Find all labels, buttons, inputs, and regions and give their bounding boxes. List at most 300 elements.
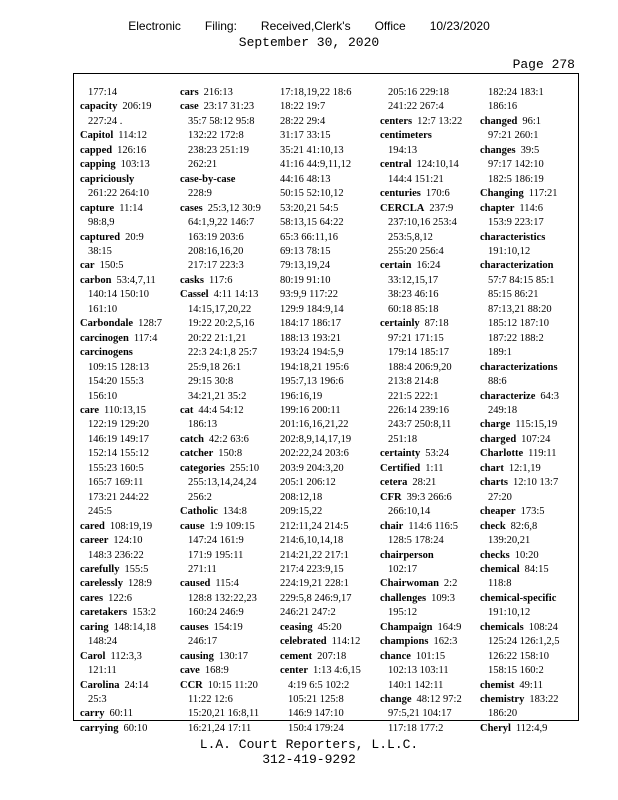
index-line [280,404,370,418]
page-line-refs: 217:17 223:3 [188,260,244,272]
index-line [480,418,570,432]
page-line-refs: 152:14 155:12 [88,448,149,460]
index-term: catch [180,433,204,445]
index-line [180,404,270,418]
page-line-refs: 177:14 [88,87,118,98]
index-line [380,216,470,230]
index-line [380,447,470,461]
page-line-refs: 186:13 [188,419,218,431]
index-line [480,144,570,158]
page-line-refs: 201:16,16,21,22 [280,419,349,431]
index-term: Carbondale [80,318,134,330]
index-line [280,722,370,736]
index-line [80,288,170,302]
page-line-refs: 251:18 [388,433,418,445]
index-term: cheaper [480,506,516,518]
index-term: cetera [380,477,408,489]
index-line [180,274,270,288]
page-line-refs: 115:4 [215,578,239,590]
index-line [80,231,170,245]
page-line-refs: 213:8 214:8 [388,376,439,388]
page-line-refs: 130:17 [218,650,249,662]
page-line-refs: 41:16 44:9,11,12 [280,159,352,171]
index-column-5 [480,86,570,736]
page-line-refs: 88:6 [488,376,507,388]
page-line-refs: 199:16 200:11 [280,404,341,416]
index-term: challenges [380,592,427,604]
index-line [380,129,470,143]
page-line-refs: 183:22 [529,694,559,706]
page-line-refs: 97:21 171:15 [388,332,444,344]
page-line-refs: 114:6 [519,202,543,214]
page-line-refs: 82:6,8 [510,520,538,532]
index-term: capacity [80,101,118,113]
index-line [380,404,470,418]
index-term: caused [180,578,211,590]
index-line [80,491,170,505]
page-line-refs: 216:13 [203,87,233,98]
index-line [480,491,570,505]
page-line-refs: 182:5 186:19 [488,173,544,185]
index-term: Changing [480,188,524,200]
page-line-refs: 261:22 264:10 [88,188,149,200]
page-line-refs: 114:12 [118,130,148,142]
index-line [280,664,370,678]
index-term: center [280,665,308,677]
index-line [80,693,170,707]
index-line [180,621,270,635]
index-line [180,462,270,476]
index-line [380,549,470,563]
page-line-refs: 214:6,10,14,18 [280,535,344,547]
page-line-refs: 98:8,9 [88,217,115,229]
index-term: capture [80,202,115,214]
index-line [180,722,270,736]
page-line-refs: 115:15,19 [515,419,558,431]
index-line [380,563,470,577]
index-line [180,100,270,114]
page-line-refs: 117:4 [133,332,158,344]
page-line-refs: 195:7,13 196:6 [280,376,344,388]
page-line-refs: 15:20,21 16:8,11 [188,708,260,720]
page-line-refs: 187:22 188:2 [488,332,544,344]
page-line-refs: 112:4,9 [515,722,548,734]
index-line [180,693,270,707]
page-line-refs: 191:10,12 [488,607,531,619]
index-line [380,606,470,620]
page-line-refs: 124:10 [113,535,143,547]
index-term: Certified [380,462,421,474]
index-term: certainty [380,448,421,460]
page-line-refs: 158:15 160:2 [488,665,544,677]
page-line-refs: 154:20 155:3 [88,376,144,388]
page-line-refs: 60:10 [123,722,148,734]
index-term: chemistry [480,694,525,706]
page-line-refs: 188:4 206:9,20 [388,361,452,373]
page-line-refs: 117:21 [528,188,558,200]
index-line [480,158,570,172]
index-line [280,433,370,447]
filing-stamp-part: Electronic [128,19,181,33]
index-term: causes [180,621,209,633]
page-line-refs: 229:5,8 246:9,17 [280,592,352,604]
page-line-refs: 87:13,21 88:20 [488,303,552,315]
index-frame [73,73,579,734]
index-line [280,187,370,201]
page-line-refs: 191:10,12 [488,245,531,257]
transcript-date: September 30, 2020 [238,35,380,50]
index-line [380,173,470,187]
page-line-refs: 168:9 [204,665,229,677]
index-line [80,202,170,216]
page-line-refs: 156:10 [88,390,118,402]
index-line [380,679,470,693]
page-line-refs: 44:16 48:13 [280,173,331,185]
page-line-refs: 17:18,19,22 18:6 [280,87,352,98]
page-line-refs: 48:12 97:2 [416,694,462,706]
index-term: chart [480,462,504,474]
index-term: cared [80,520,105,532]
page-line-refs: 148:3 236:22 [88,549,144,561]
index-line [180,390,270,404]
footer-company: L.A. Court Reporters, L.L.C. [199,737,419,752]
index-line [480,259,570,273]
index-line [480,404,570,418]
index-term: Charlotte [480,448,524,460]
index-term: chance [380,650,411,662]
page-line-refs: 16:24 [416,260,441,272]
index-line [80,404,170,418]
index-term: cares [80,592,104,604]
index-line [80,534,170,548]
index-term: centimeters [380,130,432,142]
page-line-refs: 97:5,21 104:17 [388,708,452,720]
index-line [380,288,470,302]
index-line [380,520,470,534]
page-line-refs: 119:11 [528,448,557,460]
page-line-refs: 109:3 [431,592,456,604]
page-line-refs: 124:10,14 [416,159,459,171]
index-line [180,447,270,461]
page-line-refs: 110:13,15 [104,404,146,416]
index-line [180,679,270,693]
index-line [480,592,570,606]
index-line [180,635,270,649]
page-line-refs: 60:18 85:18 [388,303,439,315]
index-line [280,491,370,505]
index-term: catcher [180,448,214,460]
page-line-refs: 155:5 [124,563,149,575]
page-line-refs: 31:17 33:15 [280,130,331,142]
index-term: caring [80,621,109,633]
index-line [380,86,470,100]
index-term: checks [480,549,510,561]
index-line [380,722,470,736]
index-line [80,187,170,201]
index-line [280,563,370,577]
index-term: capriciously [80,173,135,185]
page-line-refs: 11:14 [119,202,143,214]
index-line [280,375,370,389]
page-line-refs: 256:2 [188,491,212,503]
page-line-refs: 243:7 250:8,11 [388,419,452,431]
index-line [80,635,170,649]
index-line [280,592,370,606]
index-line [480,534,570,548]
page-line-refs: 148:14,18 [113,621,156,633]
page-line-refs: 4:11 14:13 [213,289,259,301]
page-line-refs: 118:8 [488,578,512,590]
index-line [80,418,170,432]
page-line-refs: 28:22 29:4 [280,115,326,127]
index-line [80,144,170,158]
index-term: carry [80,708,105,720]
page-line-refs: 53:24 [425,448,450,460]
index-term: check [480,520,506,532]
index-line [380,462,470,476]
page-line-refs: 27:20 [488,491,512,503]
page-line-refs: 53:20,21 54:5 [280,202,339,214]
page-line-refs: 150:8 [218,448,243,460]
index-line [480,707,570,721]
page-line-refs: 10:20 [514,549,539,561]
index-term: Chairwoman [380,578,439,590]
index-line [380,390,470,404]
index-term: case-by-case [180,173,236,185]
page-line-refs: 202:8,9,14,17,19 [280,433,352,445]
index-line [80,433,170,447]
page-line-refs: 79:13,19,24 [280,260,331,272]
page-line-refs: 209:15,22 [280,506,323,518]
page-line-refs: 173:21 244:22 [88,491,149,503]
page-line-refs: 4:19 6:5 102:2 [288,679,350,691]
index-line [180,592,270,606]
index-line [280,288,370,302]
page-line-refs: 193:24 194:5,9 [280,347,344,359]
index-line [480,606,570,620]
index-line [80,505,170,519]
index-term: centers [380,115,413,127]
index-line [480,245,570,259]
index-term: cement [280,650,313,662]
page-line-refs: 1:9 109:15 [209,520,255,532]
page-line-refs: 105:21 125:8 [288,694,344,706]
page-line-refs: 146:19 149:17 [88,433,149,445]
page-line-refs: 19:22 20:2,5,16 [188,318,255,330]
index-line [180,86,270,100]
index-line [480,390,570,404]
index-line [480,679,570,693]
page-line-refs: 49:11 [519,679,543,691]
index-line [80,259,170,273]
page-line-refs: 160:24 246:9 [188,607,244,619]
index-line [80,621,170,635]
index-term: chemist [480,679,515,691]
index-line [480,361,570,375]
page-line-refs: 128:9 [127,578,152,590]
index-line [480,462,570,476]
index-term: chapter [480,202,515,214]
page-line-refs: 224:19,21 228:1 [280,578,349,590]
index-line [180,505,270,519]
page-line-refs: 186:16 [488,101,518,113]
page-line-refs: 153:2 [132,607,156,619]
page-line-refs: 148:24 [88,636,118,648]
index-term: central [380,159,412,171]
index-line [180,707,270,721]
index-term: carelessly [80,578,123,590]
page-line-refs: 20:22 21:1,21 [188,332,247,344]
index-line [480,693,570,707]
index-line [80,129,170,143]
page-line-refs: 189:1 [488,347,512,359]
index-line [180,549,270,563]
index-line [380,418,470,432]
page-line-refs: 39:5 [520,144,540,156]
filing-stamp-part: 10/23/2020 [429,19,490,33]
index-line [380,693,470,707]
page-line-refs: 12:10 13:7 [513,477,559,489]
index-line [180,216,270,230]
page-line-refs: 140:1 142:11 [388,679,444,691]
index-line [280,303,370,317]
index-line [280,231,370,245]
index-line [80,173,170,187]
filing-stamp-part: Office [374,19,406,33]
index-term: carrying [80,722,119,734]
page-line-refs: 208:12,18 [280,491,323,503]
index-line [180,418,270,432]
index-line [280,173,370,187]
page-line-refs: 163:19 203:6 [188,231,244,243]
page-line-refs: 255:20 256:4 [388,245,444,257]
page-line-refs: 212:11,24 214:5 [280,520,349,532]
page-line-refs: 237:10,16 253:4 [388,217,457,229]
index-line [180,534,270,548]
page-line-refs: 134:8 [222,506,247,518]
page-line-refs: 179:14 185:17 [388,347,449,359]
index-line [380,621,470,635]
page-line-refs: 246:21 247:2 [280,607,336,619]
index-line [480,375,570,389]
page-line-refs: 255:10 [229,462,260,474]
index-line [280,129,370,143]
index-line [280,606,370,620]
index-term: carefully [80,563,120,575]
index-line [280,549,370,563]
index-line [480,650,570,664]
index-line [280,158,370,172]
index-term: characterizations [480,361,558,373]
page-line-refs: 23:17 31:23 [203,101,255,113]
index-line [180,317,270,331]
page-line-refs: 125:24 126:1,2,5 [488,636,560,648]
index-line [380,375,470,389]
page-line-refs: 60:11 [109,708,134,720]
index-line [80,216,170,230]
index-line [80,100,170,114]
index-line [80,158,170,172]
index-line [180,303,270,317]
index-line [480,129,570,143]
page-line-refs: 221:5 222:1 [388,390,439,402]
index-line [480,86,570,100]
index-line [280,259,370,273]
index-line [180,476,270,490]
page-line-refs: 202:22,24 203:6 [280,448,349,460]
page-line-refs: 245:5 [88,506,112,518]
index-line [180,491,270,505]
index-line [480,346,570,360]
page-line-refs: 18:22 19:7 [280,101,326,113]
page-line-refs: 25:3,12 30:9 [207,202,261,214]
index-line [180,144,270,158]
index-line [280,361,370,375]
index-line [80,303,170,317]
page-line-refs: 188:13 193:21 [280,332,341,344]
page-line-refs: 214:21,22 217:1 [280,549,349,561]
index-line [280,216,370,230]
index-line [380,346,470,360]
page-line-refs: 112:3,3 [110,650,142,662]
index-line [80,563,170,577]
index-line [80,592,170,606]
page-line-refs: 132:22 172:8 [188,130,244,142]
page-line-refs: 207:18 [317,650,347,662]
index-line [380,303,470,317]
page-line-refs: 50:15 52:10,12 [280,188,344,200]
index-line [80,476,170,490]
page-line-refs: 165:7 169:11 [88,477,144,489]
index-term: chemical [480,563,520,575]
index-line [380,361,470,375]
index-term: CFR [380,491,402,503]
index-term: characterize [480,390,536,402]
page-line-refs: 85:15 86:21 [488,289,539,301]
index-line [380,505,470,519]
page-line-refs: 35:21 41:10,13 [280,144,344,156]
index-line [280,693,370,707]
page-line-refs: 114:12 [331,636,361,648]
page-line-refs: 205:16 229:18 [388,87,449,98]
index-line [180,158,270,172]
index-line [280,707,370,721]
index-line [380,635,470,649]
page-line-refs: 253:5,8,12 [388,231,433,243]
index-line [380,476,470,490]
index-term: change [380,694,412,706]
page-line-refs: 12:1,19 [508,462,541,474]
index-line [80,650,170,664]
page-line-refs: 249:18 [488,404,518,416]
page-line-refs: 117:6 [208,274,233,286]
index-line [480,433,570,447]
index-term: cars [180,87,199,98]
index-line [280,476,370,490]
page-line-refs: 87:18 [424,318,449,330]
index-line [180,332,270,346]
index-term: CERCLA [380,202,425,214]
index-line [280,679,370,693]
page-line-refs: 11:22 12:6 [188,694,233,706]
index-line [180,563,270,577]
page-line-refs: 129:9 184:9,14 [280,303,344,315]
index-term: changed [480,115,518,127]
page-line-refs: 34:21,21 35:2 [188,390,247,402]
page-line-refs: 64:1,9,22 146:7 [188,217,255,229]
page-line-refs: 108:24 [528,621,558,633]
page-line-refs: 147:24 161:9 [188,535,244,547]
